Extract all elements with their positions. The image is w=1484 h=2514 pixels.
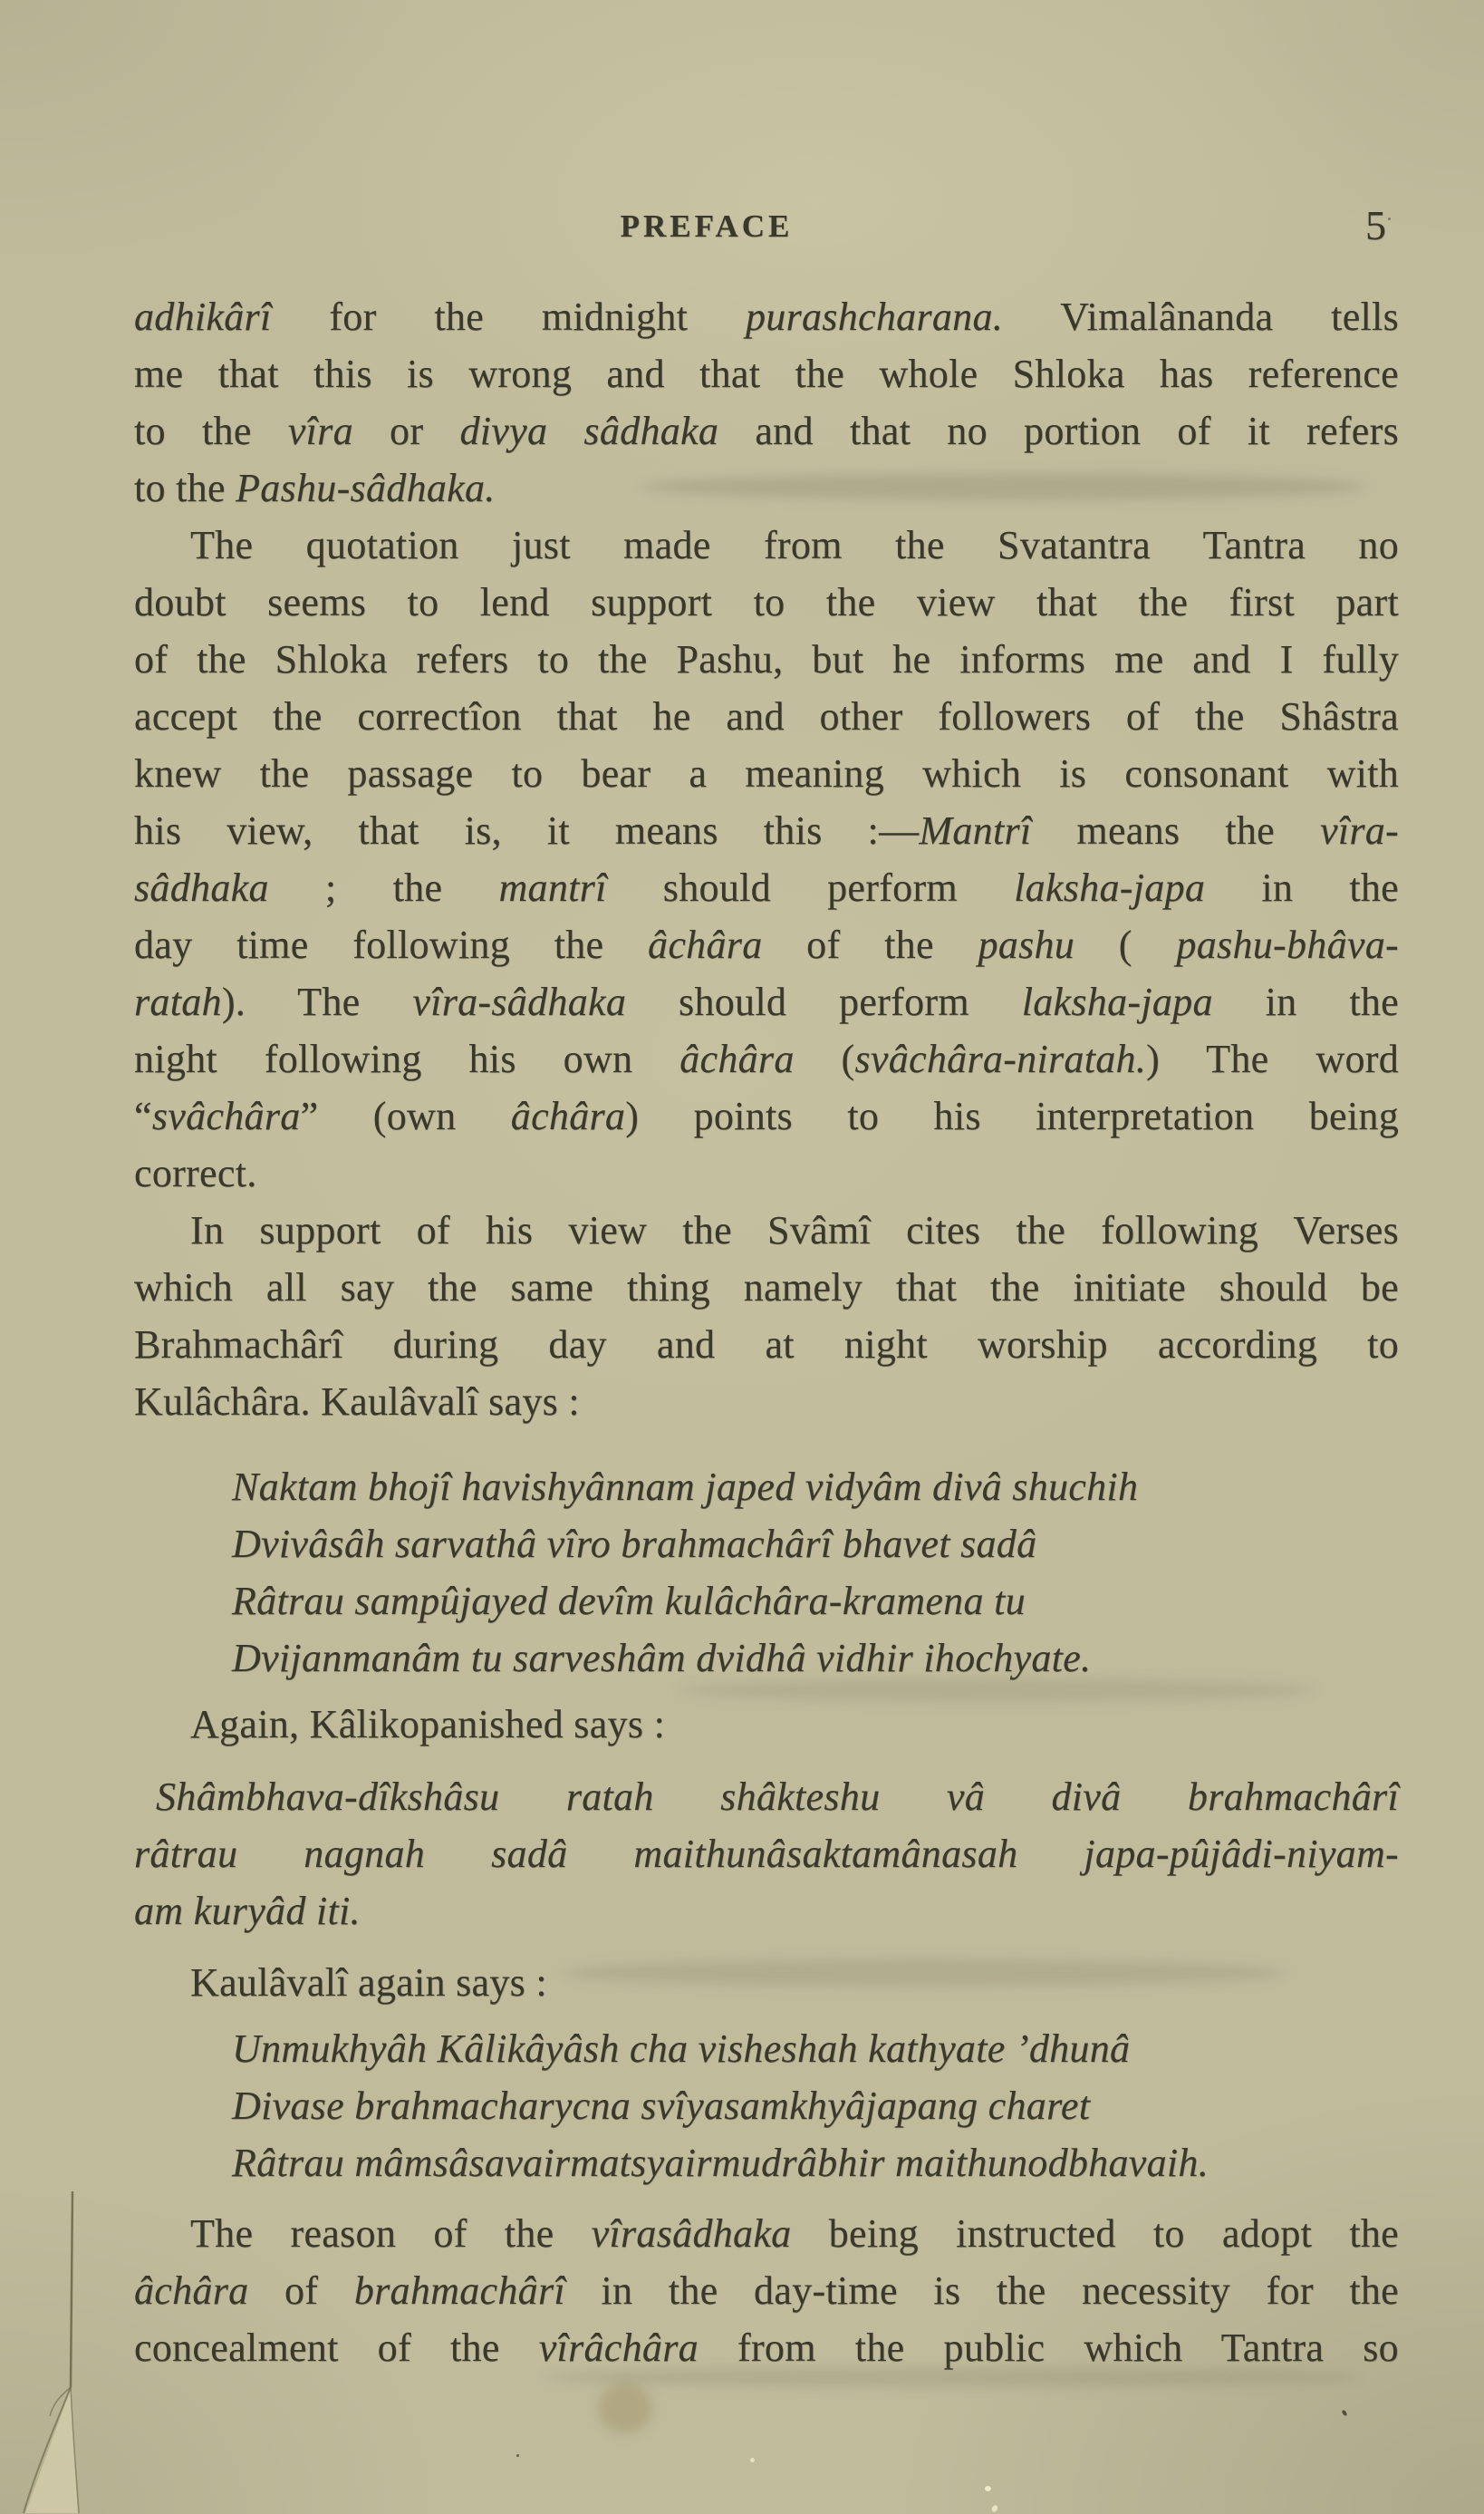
paper-speck — [1388, 218, 1391, 220]
text-line: night following his own âchâra (svâchâra-niratah.) The word — [134, 1037, 1399, 1081]
paper-speck — [985, 2486, 991, 2491]
verse-line: am kuryâd iti. — [134, 1889, 361, 1933]
text-line: “svâchâra” (own âchâra) points to his interpretation being — [134, 1094, 1399, 1138]
text-line: ratah). The vîra-sâdhaka should perform laksha-japa in the — [134, 980, 1399, 1024]
text-line: Kulâchâra. Kaulâvalî says : — [134, 1379, 580, 1424]
text-line: Kaulâvalî again says : — [190, 1960, 547, 2005]
text-line: me that this is wrong and that the whole Shloka has reference — [134, 352, 1399, 396]
text-line: The reason of the vîrasâdhaka being instructed to adopt the — [190, 2211, 1399, 2256]
verse-line: Dvivâsâh sarvathâ vîro brahmachârî bhavet sadâ — [232, 1522, 1037, 1566]
text-line: adhikârî for the midnight purashcharana. Vimalânanda tells — [134, 295, 1400, 339]
verse-line: Râtrau sampûjayed devîm kulâchâra-kramena tu — [232, 1579, 1026, 1623]
text-line: his view, that is, it means this :—Mantrî means the vîra- — [134, 808, 1400, 853]
text-line: Again, Kâlikopanished says : — [190, 1702, 666, 1746]
text-line: accept the correctîon that he and other followers of the Shâstra — [134, 694, 1399, 739]
paper-speck — [750, 2458, 755, 2462]
verse-line: Unmukhyâh Kâlikâyâsh cha visheshah kathyate ’dhunâ — [232, 2026, 1131, 2071]
text-line: day time following the âchâra of the pashu ( pashu-bhâva- — [134, 923, 1399, 967]
text-line: Brahmachârî during day and at night worship according to — [134, 1322, 1399, 1367]
text-line: doubt seems to lend support to the view that the first part — [134, 580, 1399, 624]
text-line: to the Pashu-sâdhaka. — [134, 466, 496, 510]
text-line: concealment of the vîrâchâra from the public which Tantra so — [134, 2325, 1399, 2370]
text-line: âchâra of brahmachârî in the day-time is the necessity for the — [134, 2268, 1399, 2313]
verse-line: Naktam bhojî havishyânnam japed vidyâm divâ shuchih — [232, 1465, 1139, 1509]
page-title: PREFACE — [620, 208, 794, 244]
paper-speck — [990, 2504, 998, 2513]
text-line: which all say the same thing namely that the initiate should be — [134, 1265, 1399, 1310]
page-crease — [7, 2191, 116, 2514]
text-line: correct. — [134, 1151, 257, 1195]
running-header — [0, 208, 1413, 254]
page-number: 5 — [1365, 202, 1386, 248]
verse-line: Shâmbhava-dîkshâsu ratah shâkteshu vâ divâ brahmachârî — [156, 1774, 1399, 1819]
verse-line: Râtrau mâmsâsavairmatsyairmudrâbhir maithunodbhavaih. — [232, 2141, 1209, 2185]
text-line: knew the passage to bear a meaning which is consonant with — [134, 751, 1399, 796]
paper-speck — [516, 2454, 519, 2457]
verse-line: Divase brahmacharycna svîyasamkhyâjapang charet — [232, 2084, 1091, 2128]
verse-line: râtrau nagnah sadâ maithunâsaktamânasah japa-pûjâdi-niyam- — [134, 1832, 1399, 1876]
text-line: of the Shloka refers to the Pashu, but he informs me and I fully — [134, 637, 1399, 682]
paper-speck — [1341, 2409, 1347, 2416]
verse-line: Dvijanmanâm tu sarveshâm dvidhâ vidhir ihochyate. — [232, 1636, 1092, 1680]
text-line: In support of his view the Svâmî cites the following Verses — [190, 1208, 1399, 1252]
text-line: sâdhaka ; the mantrî should perform laksha-japa in the — [134, 865, 1399, 910]
text-line: The quotation just made from the Svatantra Tantra no — [190, 523, 1399, 567]
paper-stain — [598, 2383, 652, 2433]
text-line: to the vîra or divya sâdhaka and that no portion of it refers — [134, 409, 1399, 453]
page-text-block — [134, 288, 1399, 2376]
